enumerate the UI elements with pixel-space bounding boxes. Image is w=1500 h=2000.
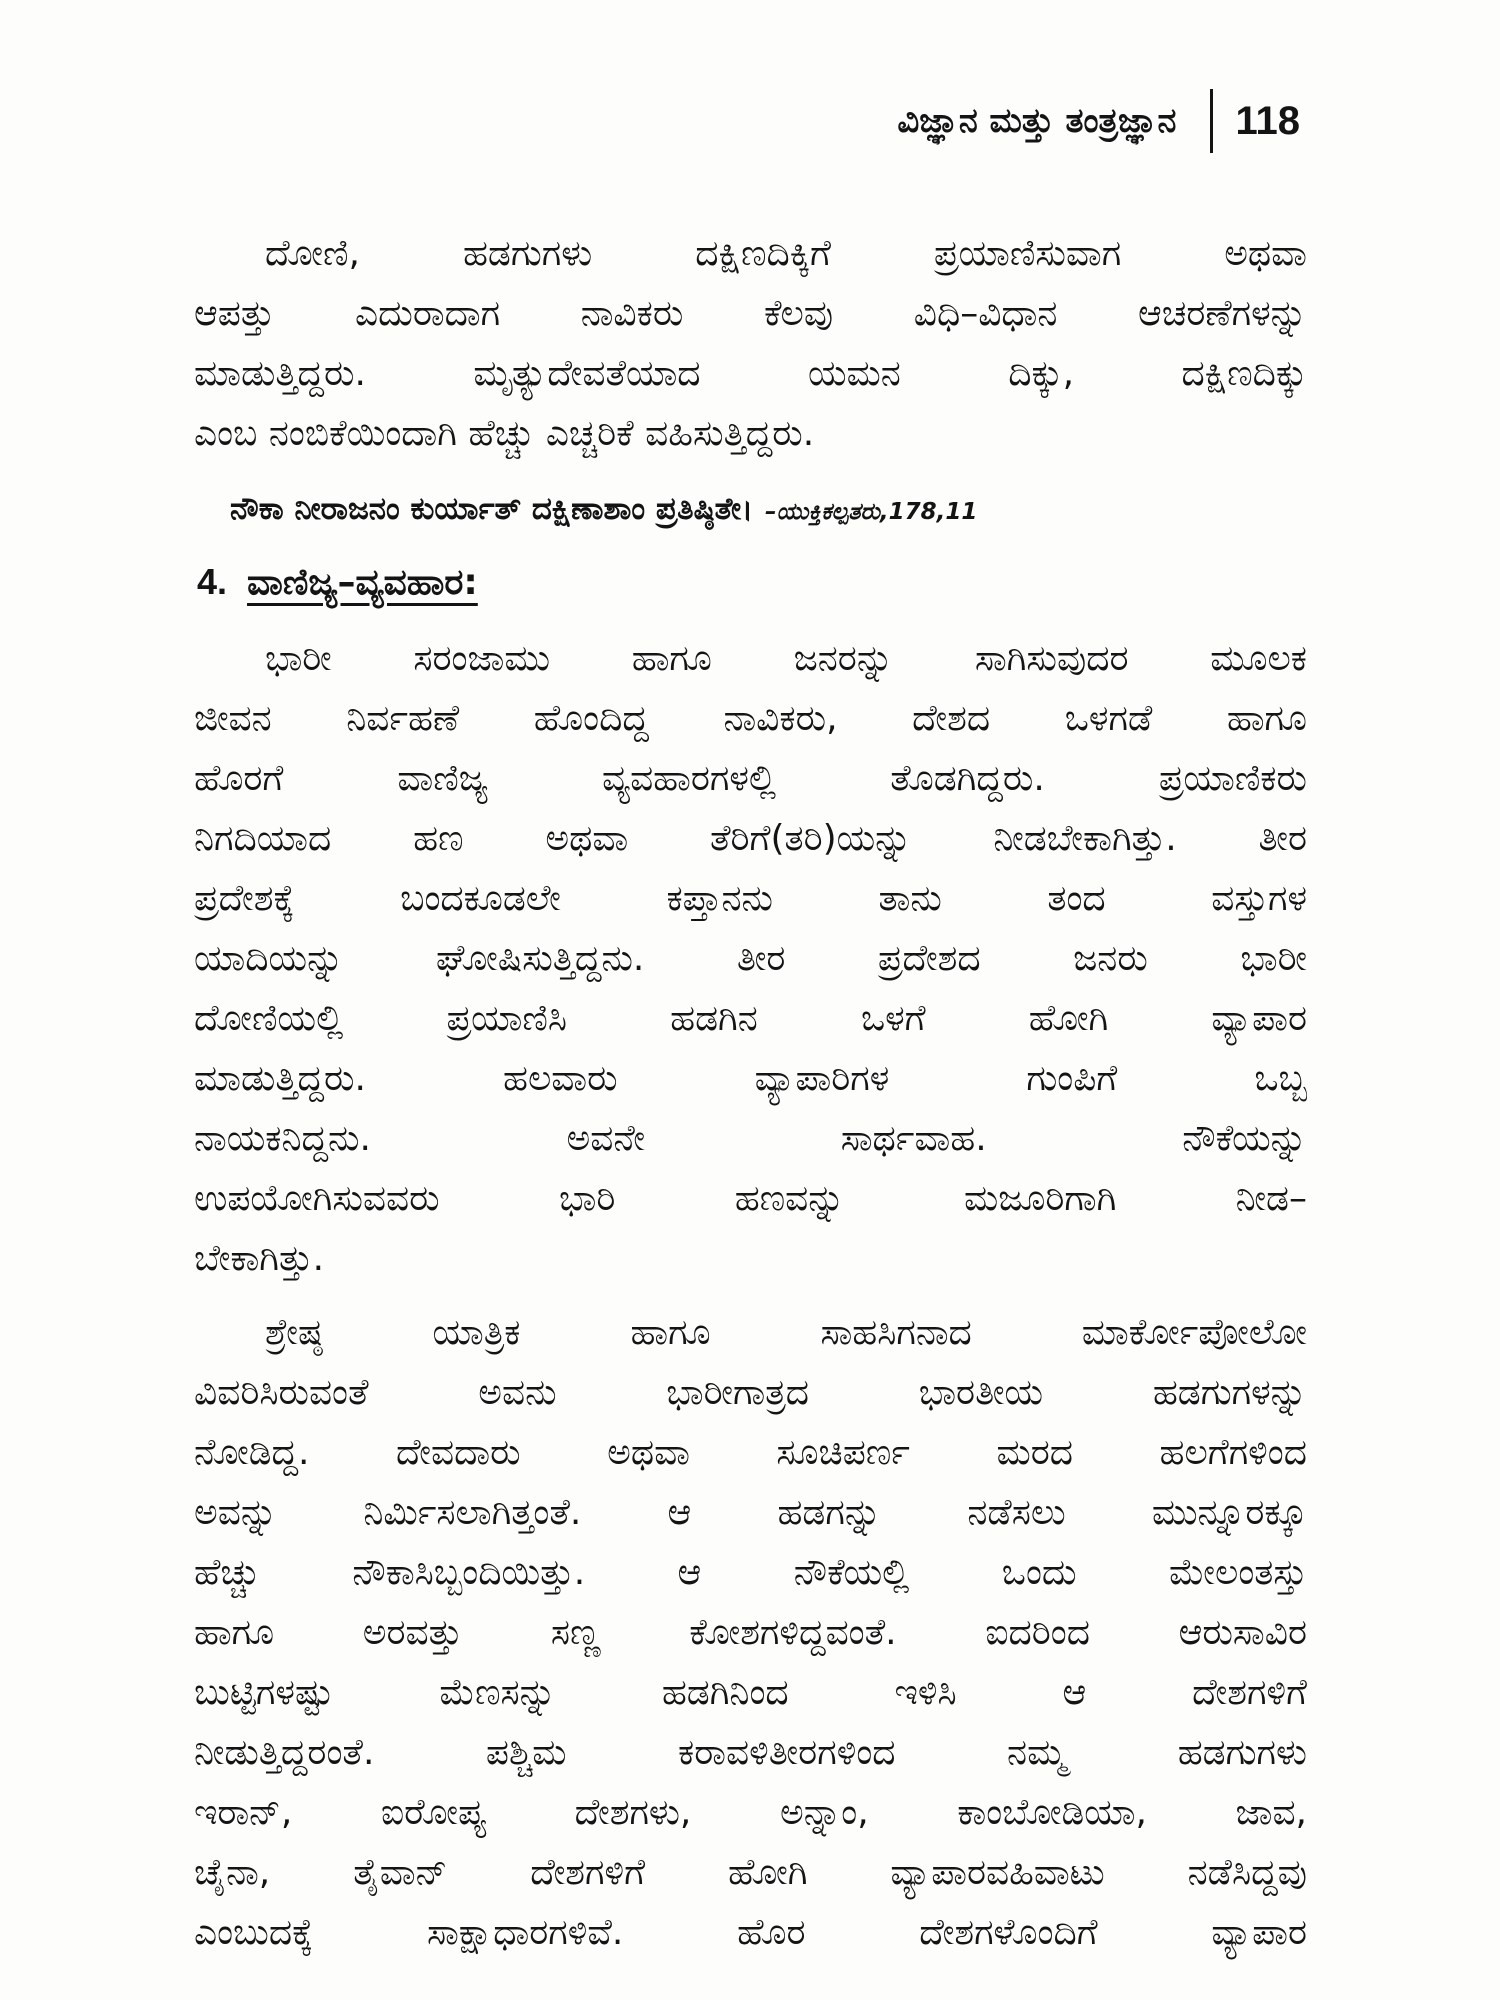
text-line: ಹೆಚ್ಚು ನೌಕಾಸಿಬ್ಬಂದಿಯಿತ್ತು. ಆ ನೌಕೆಯಲ್ಲಿ ಒಂದು ಮೇಲಂತಸ್ತು	[194, 1552, 1307, 1593]
text-line: ವಿವರಿಸಿರುವಂತೆ ಅವನು ಭಾರೀಗಾತ್ರದ ಭಾರತೀಯ ಹಡಗುಗಳನ್ನು	[194, 1372, 1307, 1413]
sanskrit-quote	[230, 479, 1260, 539]
text-line: ಇರಾನ್, ಐರೋಪ್ಯ ದೇಶಗಳು, ಅನ್ನಾಂ, ಕಾಂಬೋಡಿಯಾ, ಜಾವ,	[194, 1792, 1307, 1833]
text-line: ಎಂಬುದಕ್ಕೆ ಸಾಕ್ಷಾಧಾರಗಳಿವೆ. ಹೊರ ದೇಶಗಳೊಂದಿಗೆ ವ್ಯಾಪಾರ	[194, 1912, 1307, 1953]
quote-source: –ಯುಕ್ತಿಕಲ್ಪತರು,178,11	[765, 499, 978, 525]
text-line: ಶ್ರೇಷ್ಠ ಯಾತ್ರಿಕ ಹಾಗೂ ಸಾಹಸಿಗನಾದ ಮಾರ್ಕೋಪೋಲೋ	[265, 1312, 1307, 1353]
section-title: ವಾಣಿಜ್ಯ–ವ್ಯವಹಾರ:	[247, 562, 478, 603]
text-line: ನೋಡಿದ್ದ. ದೇವದಾರು ಅಥವಾ ಸೂಚಿಪರ್ಣ ಮರದ ಹಲಗೆಗಳಿಂದ	[194, 1432, 1307, 1473]
text-line: ಜೀವನ ನಿರ್ವಹಣೆ ಹೊಂದಿದ್ದ ನಾವಿಕರು, ದೇಶದ ಒಳಗಡೆ ಹಾಗೂ	[194, 698, 1307, 739]
text-line: ಪ್ರದೇಶಕ್ಕೆ ಬಂದಕೂಡಲೇ ಕಪ್ತಾನನು ತಾನು ತಂದ ವಸ್ತುಗಳ	[194, 878, 1307, 919]
section-number: 4.	[197, 561, 228, 602]
text-line: ದೋಣಿ, ಹಡಗುಗಳು ದಕ್ಷಿಣದಿಕ್ಕಿಗೆ ಪ್ರಯಾಣಿಸುವಾಗ ಅಥವಾ	[265, 233, 1307, 274]
header-divider	[1210, 89, 1213, 153]
text-line: ಬುಟ್ಟಿಗಳಷ್ಟು ಮೆಣಸನ್ನು ಹಡಗಿನಿಂದ ಇಳಿಸಿ ಆ ದೇಶಗಳಿಗೆ	[194, 1672, 1307, 1713]
text-line: ಬೇಕಾಗಿತ್ತು.	[194, 1238, 325, 1279]
text-line: ಮಾಡುತ್ತಿದ್ದರು. ಹಲವಾರು ವ್ಯಾಪಾರಿಗಳ ಗುಂಪಿಗೆ ಒಬ್ಬ	[194, 1058, 1307, 1099]
text-line: ಯಾದಿಯನ್ನು ಘೋಷಿಸುತ್ತಿದ್ದನು. ತೀರ ಪ್ರದೇಶದ ಜನರು ಭಾರೀ	[194, 938, 1307, 979]
text-line: ಆಪತ್ತು ಎದುರಾದಾಗ ನಾವಿಕರು ಕೆಲವು ವಿಧಿ–ವಿಧಾನ ಆಚರಣೆಗಳನ್ನು	[194, 293, 1307, 334]
text-line: ದೋಣಿಯಲ್ಲಿ ಪ್ರಯಾಣಿಸಿ ಹಡಗಿನ ಒಳಗೆ ಹೋಗಿ ವ್ಯಾಪಾರ	[194, 998, 1307, 1039]
chapter-title: ವಿಜ್ಞಾನ ಮತ್ತು ತಂತ್ರಜ್ಞಾನ	[897, 101, 1177, 141]
quote-text: ನೌಕಾ ನೀರಾಜನಂ ಕುರ್ಯಾತ್ ದಕ್ಷಿಣಾಶಾಂ ಪ್ರತಿಷ್ಠಿತೇ।	[230, 491, 754, 527]
paragraph	[194, 1303, 1307, 1963]
text-line: ಮಾಡುತ್ತಿದ್ದರು. ಮೃತ್ಯುದೇವತೆಯಾದ ಯಮನ ದಿಕ್ಕು, ದಕ್ಷಿಣದಿಕ್ಕು	[194, 353, 1307, 394]
section-heading	[197, 552, 478, 612]
running-header	[897, 88, 1300, 154]
text-line: ನಿಗದಿಯಾದ ಹಣ ಅಥವಾ ತೆರಿಗೆ(ತರಿ)ಯನ್ನು ನೀಡಬೇಕಾಗಿತ್ತು. ತೀರ	[194, 818, 1307, 859]
text-line: ಎಂಬ ನಂಬಿಕೆಯಿಂದಾಗಿ ಹೆಚ್ಚು ಎಚ್ಚರಿಕೆ ವಹಿಸುತ್ತಿದ್ದರು.	[194, 413, 815, 454]
text-line: ನಾಯಕನಿದ್ದನು. ಅವನೇ ಸಾರ್ಥವಾಹ. ನೌಕೆಯನ್ನು	[194, 1118, 1307, 1159]
text-line: ಭಾರೀ ಸರಂಜಾಮು ಹಾಗೂ ಜನರನ್ನು ಸಾಗಿಸುವುದರ ಮೂಲಕ	[265, 638, 1307, 679]
page-number: 118	[1235, 98, 1300, 143]
text-line: ಅವನ್ನು ನಿರ್ಮಿಸಲಾಗಿತ್ತಂತೆ. ಆ ಹಡಗನ್ನು ನಡೆಸಲು ಮುನ್ನೂರಕ್ಕೂ	[194, 1492, 1307, 1533]
text-line: ಹೊರಗೆ ವಾಣಿಜ್ಯ ವ್ಯವಹಾರಗಳಲ್ಲಿ ತೊಡಗಿದ್ದರು. ಪ್ರಯಾಣಿಕರು	[194, 758, 1307, 799]
text-line: ಚೈನಾ, ತೈವಾನ್ ದೇಶಗಳಿಗೆ ಹೋಗಿ ವ್ಯಾಪಾರವಹಿವಾಟು ನಡೆಸಿದ್ದವು	[194, 1852, 1307, 1893]
text-line: ಹಾಗೂ ಅರವತ್ತು ಸಣ್ಣ ಕೋಶಗಳಿದ್ದವಂತೆ. ಐದರಿಂದ ಆರುಸಾವಿರ	[194, 1612, 1307, 1653]
text-line: ಉಪಯೋಗಿಸುವವರು ಭಾರಿ ಹಣವನ್ನು ಮಜೂರಿಗಾಗಿ ನೀಡ–	[194, 1178, 1307, 1219]
paragraph	[194, 629, 1307, 1289]
text-line: ನೀಡುತ್ತಿದ್ದರಂತೆ. ಪಶ್ಚಿಮ ಕರಾವಳಿತೀರಗಳಿಂದ ನಮ್ಮ ಹಡಗುಗಳು	[194, 1732, 1307, 1773]
paragraph	[194, 224, 1307, 464]
